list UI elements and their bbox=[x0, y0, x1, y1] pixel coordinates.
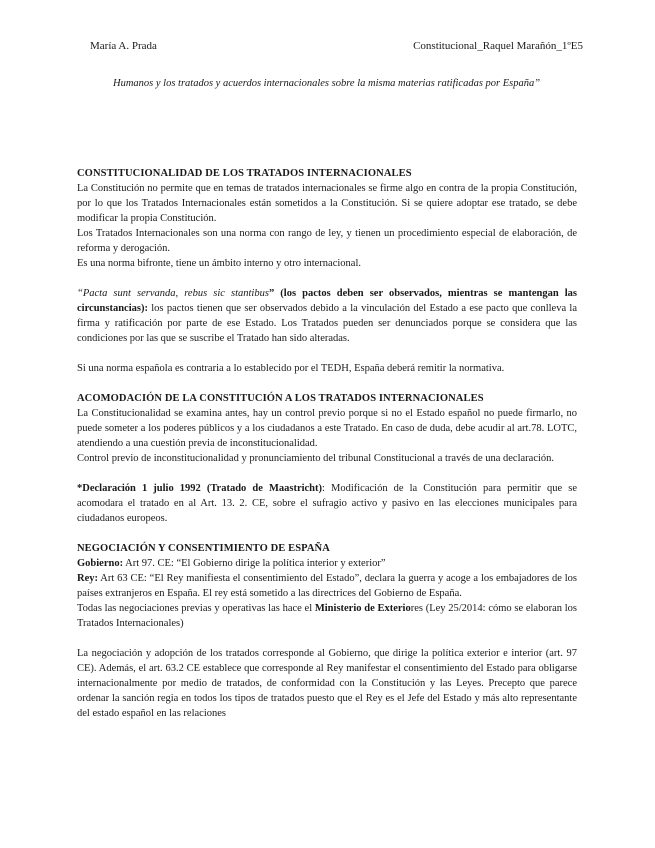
section-title-acomodacion: ACOMODACIÓN DE LA CONSTITUCIÓN A LOS TRATADOS INTERNACIONALES bbox=[77, 393, 484, 404]
header-course: Constitucional_Raquel Marañón_1ºE5 bbox=[413, 40, 583, 52]
document-body bbox=[77, 166, 577, 721]
paragraph: Es una norma bifronte, tiene un ámbito interno y otro internacional. bbox=[77, 258, 362, 269]
negociaciones-text-post: res (Ley 25/2014: cómo se elaboran los Tratados Internacionales) bbox=[77, 603, 577, 629]
pacta-italic: “Pacta sunt servanda, rebus sic stantibus bbox=[77, 288, 269, 299]
rey-text: Art 63 CE: “El Rey manifiesta el consentimiento del Estado”, declara la guerra y acoge a los embajadores de los países extranjeros en España. El rey está sometido a las directrices del Gobierno de España. bbox=[77, 573, 577, 599]
rey-label: Rey: bbox=[77, 573, 98, 584]
gobierno-text: Art 97. CE: “El Gobierno dirige la política interior y exterior” bbox=[123, 558, 386, 569]
paragraph: La Constitución no permite que en temas de tratados internacionales se firme algo en contra de la propia Constitución, por lo que los Tratados Internacionales están sometidos a la Constitución. Si se quiere adoptar ese tratado, se debe modificar la propia Constitución. bbox=[77, 183, 577, 224]
paragraph: Control previo de inconstitucionalidad y pronunciamiento del tribunal Constitucional a través de una declaración. bbox=[77, 453, 555, 464]
declaracion-text: : Modificación de la Constitución para permitir que se acomodara el tratado en al Art. 13. 2. CE, sobre el sufragio activo y pasivo en las elecciones municipales para ciudadanos europeos. bbox=[77, 483, 577, 524]
paragraph-declaracion bbox=[77, 481, 577, 526]
pacta-text: los pactos tienen que ser observados debido a la vinculación del Estado a ese pacto que conlleva la firma y ratificación por parte de ese Estado. Los Tratados pueden ser denunciados porque se considera que las condiciones por las que se suscribe el Tratado han sido alteradas. bbox=[77, 303, 577, 344]
negociaciones-text-pre: Todas las negociaciones previas y operativas las hace el bbox=[77, 603, 315, 614]
header-author: María A. Prada bbox=[90, 40, 157, 52]
paragraph-rey bbox=[77, 571, 577, 601]
declaracion-bold: *Declaración 1 julio 1992 (Tratado de Maastricht) bbox=[77, 483, 323, 494]
section-title-constitucionalidad: CONSTITUCIONALIDAD DE LOS TRATADOS INTERNACIONALES bbox=[77, 168, 412, 179]
ministerio-bold: Ministerio de Exterio bbox=[314, 603, 411, 614]
paragraph-gobierno bbox=[77, 556, 577, 571]
paragraph: La Constitucionalidad se examina antes, hay un control previo porque si no el Estado español no puede firmarlo, no puede someter a los poderes públicos y a los ciudadanos a este Tratado. En caso de duda, debe acudir al art.78. LOTC, atendiendo a una cuestión previa de inconstitucionalidad. bbox=[77, 408, 577, 449]
paragraph: Los Tratados Internacionales son una norma con rango de ley, y tienen un procedimiento especial de elaboración, de reforma y derogación. bbox=[77, 228, 577, 254]
paragraph-negociaciones bbox=[77, 601, 577, 631]
paragraph: La negociación y adopción de los tratados corresponde al Gobierno, que dirige la política exterior e interior (art. 97 CE). Además, el art. 63.2 CE establece que corresponde al Rey manifestar el consentimiento del Estado para obligarse internacionalmente por medio de tratados, de conformidad con la Constitución y las Leyes. Precepto que parece ordenar la sanción regia en todos los tipos de tratados puesto que el Rey es el Jefe del Estado y más alto representante del estado español en las relaciones bbox=[77, 648, 577, 719]
quote-continuation: Humanos y los tratados y acuerdos internacionales sobre la misma materias ratificadas por España” bbox=[113, 78, 541, 89]
section-title-negociacion: NEGOCIACIÓN Y CONSENTIMIENTO DE ESPAÑA bbox=[77, 543, 330, 554]
gobierno-label: Gobierno: bbox=[77, 558, 124, 569]
page-header bbox=[90, 40, 583, 54]
paragraph-pacta bbox=[77, 286, 577, 346]
pacta-bold: ” (los pactos deben ser observados, mientras se mantengan las circunstancias): bbox=[77, 288, 577, 314]
paragraph: Si una norma española es contraria a lo establecido por el TEDH, España deberá remitir la normativa. bbox=[77, 363, 505, 374]
